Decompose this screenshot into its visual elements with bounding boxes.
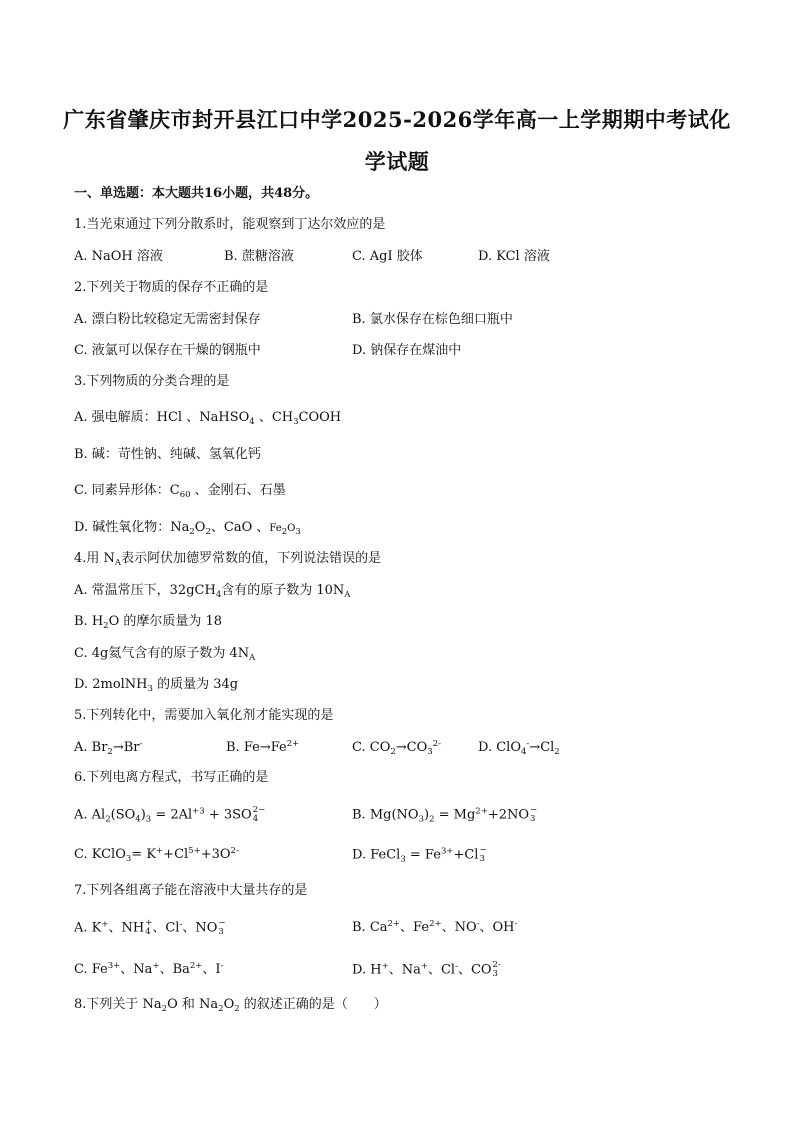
question-3-stem: 3.下列物质的分类合理的是 [74, 374, 230, 389]
question-7-option-c: C. $Fe^{3+}$、Na+、$Ba^{2+}$、I- [74, 961, 224, 977]
section-heading: 一、单选题：本大题共16小题，共48分。 [74, 186, 319, 201]
question-2-option-c: C. 液氯可以保存在干燥的钢瓶中 [74, 343, 261, 358]
question-5-option-a: A. $Br_2\to Br^-$ [74, 739, 143, 757]
question-5-option-d: D. $ClO_4^-\to Cl_2$ [478, 739, 560, 757]
question-3-option-b: B. 碱：苛性钠、纯碱、氢氧化钙 [74, 447, 261, 462]
exam-title-line-1: 广东省肇庆市封开县江口中学2025-2026学年高一上学期期中考试化 [63, 107, 731, 132]
question-7-option-b: B. $Ca^{2+}$、$Fe^{2+}$、NO-、OH- [352, 919, 518, 935]
question-7-option-a: A. K+、NH + 4 、Cl-、NO − 3 [74, 918, 226, 937]
question-3-option-a: A. 强电解质：HCl 、NaHSO$_4$ 、$CH_3COOH$ [74, 410, 342, 427]
question-7-option-d: D. H+、Na+、Cl-、CO 2- 3 [352, 960, 501, 979]
question-1-option-d: D. KCl 溶液 [478, 249, 550, 264]
exam-title-line-2: 学试题 [364, 149, 430, 174]
question-1-stem: 1.当光束通过下列分散系时，能观察到丁达尔效应的是 [74, 217, 386, 232]
question-2-option-b: B. 氯水保存在棕色细口瓶中 [352, 312, 513, 327]
question-6-option-d: D. FeCl$_3$ = $Fe^{3+}+Cl$ − 3 [352, 845, 487, 865]
question-3-option-c: C. 同素异形体：$C_{60}$ 、金刚石、石墨 [74, 483, 286, 500]
question-5-option-c: C. $CO_2\to CO_3^{2-}$ [352, 739, 441, 757]
question-4-option-a: A. 常温常压下，32gCH$_4$含有的原子数为 $10N_A$ [74, 583, 351, 600]
question-6-option-a: A. $Al_2(SO_4)_3 = 2Al^{+3} + 3SO$ 2− 4 [74, 805, 266, 825]
question-4-option-b: B. $H_2O$ 的摩尔质量为 18 [74, 614, 223, 631]
question-5-stem: 5.下列转化中，需要加入氧化剂才能实现的是 [74, 708, 334, 723]
question-4-stem: 4.用 $N_A$表示阿伏加德罗常数的值，下列说法错误的是 [74, 551, 382, 568]
question-8-stem: 8.下列关于 $Na_2O$ 和 $Na_2O_2$ 的叙述正确的是（ ） [74, 997, 387, 1014]
question-5-option-b: B. $Fe\to Fe^{2+}$ [226, 739, 300, 755]
question-2-option-d: D. 钠保存在煤油中 [352, 343, 462, 358]
question-6-option-c: C. KClO$_3$= $K^++Cl^{5+}+3O^{2-}$ [74, 846, 239, 864]
question-4-option-d: D. 2molNH$_3$ 的质量为 34g [74, 677, 239, 694]
question-1-option-c: C. AgI 胶体 [352, 249, 423, 264]
question-1-option-b: B. 蔗糖溶液 [224, 249, 294, 264]
question-7-stem: 7.下列各组离子能在溶液中大量共存的是 [74, 883, 308, 898]
question-6-option-b: B. $Mg(NO_3)_2 = Mg^{2+}+2NO$ − 3 [352, 805, 538, 825]
question-1-option-a: A. NaOH 溶液 [74, 249, 163, 264]
question-6-stem: 6.下列电离方程式，书写正确的是 [74, 770, 269, 785]
question-3-option-d: D. 碱性氧化物：$Na_2O_2$、CaO 、$Fe_2O_3$ [74, 520, 301, 537]
question-2-option-a: A. 漂白粉比较稳定无需密封保存 [74, 312, 261, 327]
question-2-stem: 2.下列关于物质的保存不正确的是 [74, 280, 269, 295]
question-4-option-c: C. 4g氦气含有的原子数为 $4N_A$ [74, 646, 256, 663]
